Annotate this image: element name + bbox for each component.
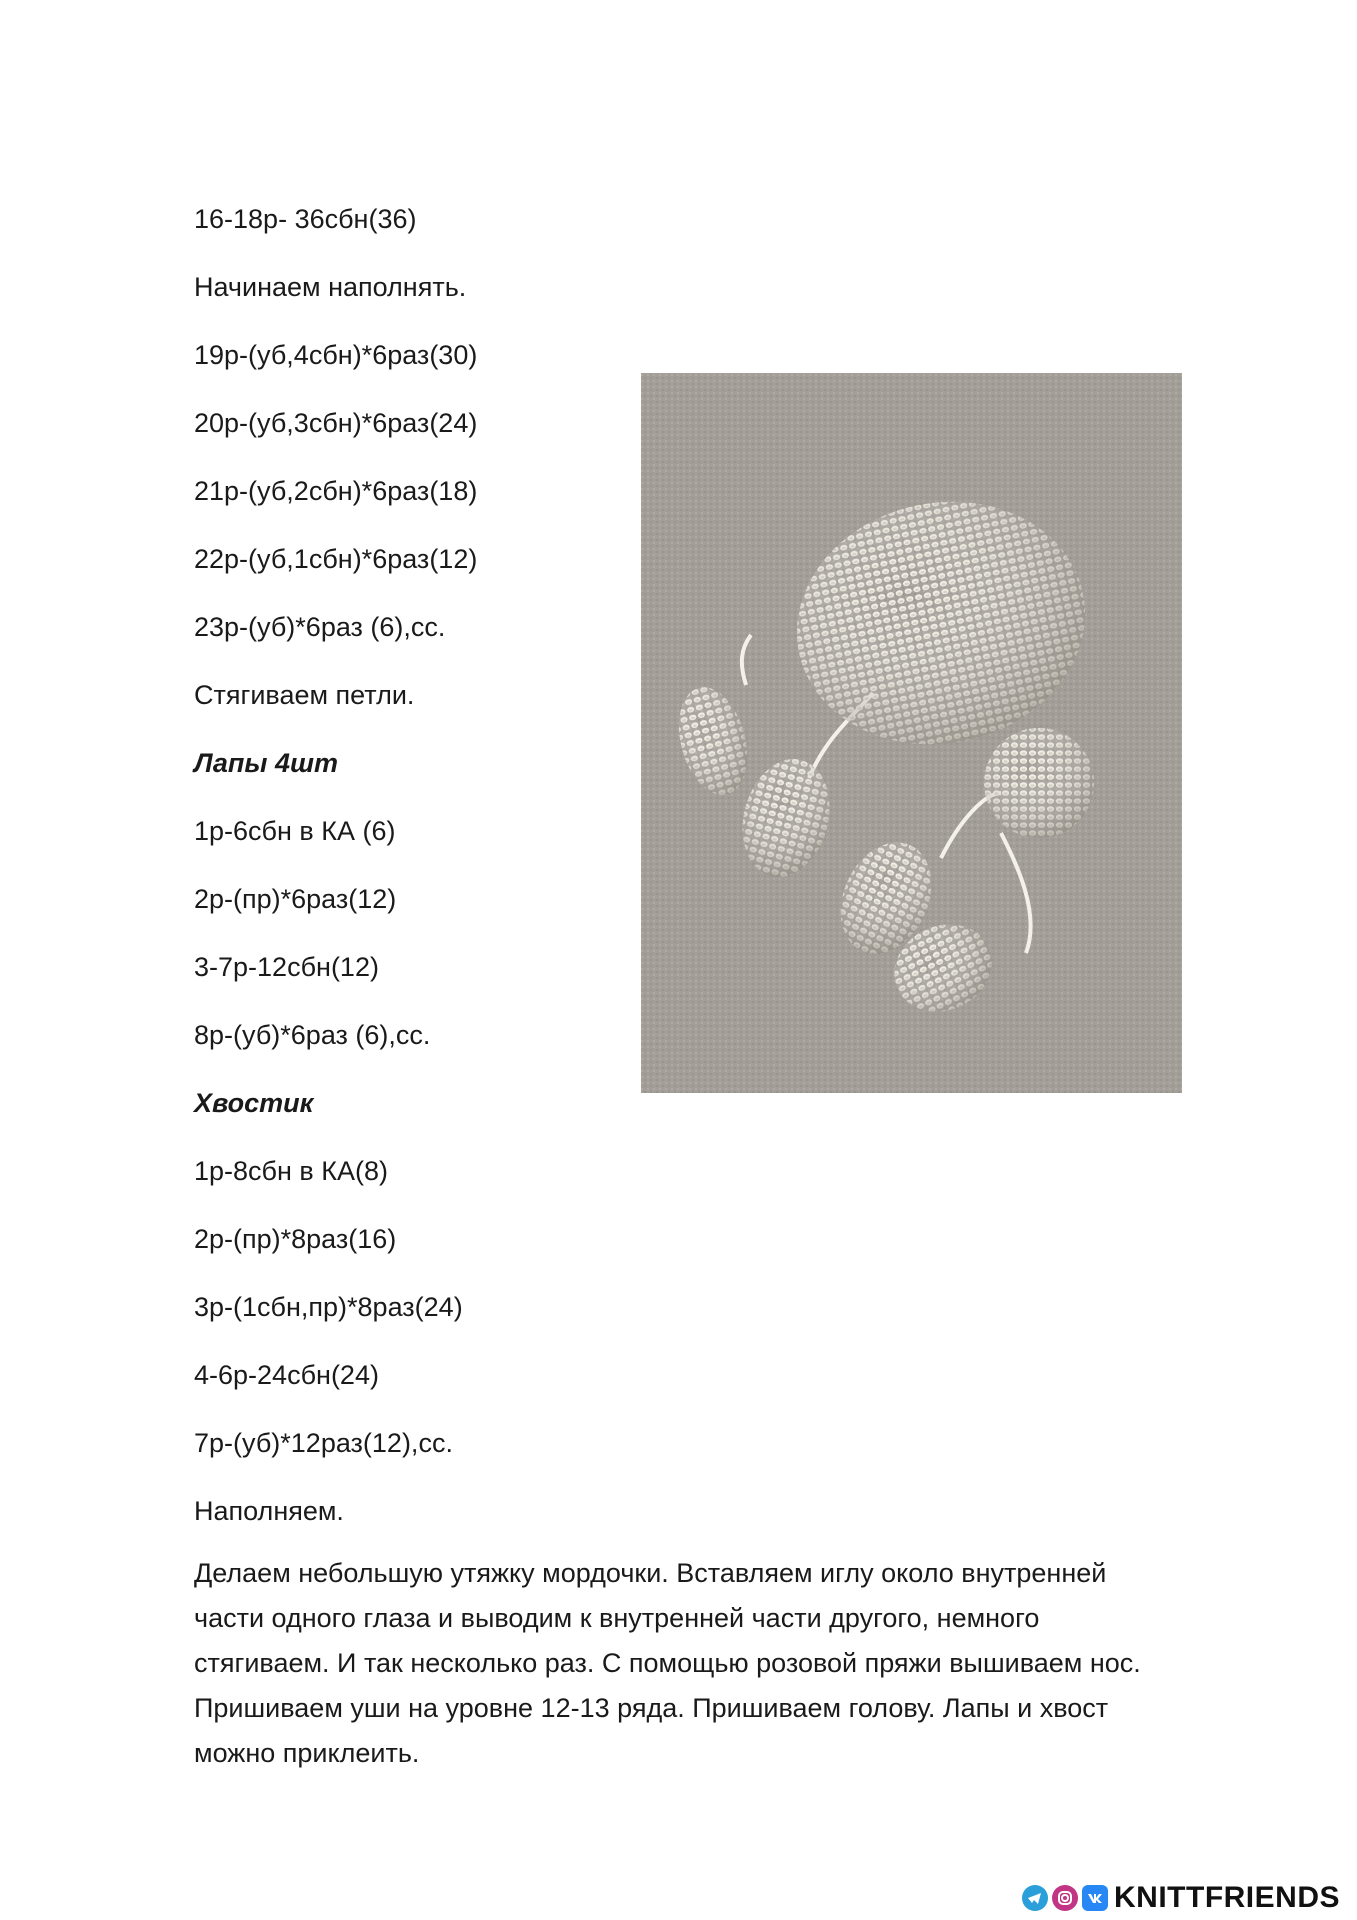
paragraph-line: стягиваем. И так несколько раз. С помощью розовой пряжи вышиваем нос.	[194, 1648, 1141, 1678]
tighten-loops-note: Стягиваем петли.	[194, 680, 415, 710]
tail-row-1: 1р-8сбн в КА(8)	[194, 1156, 388, 1186]
paragraph-line: можно приклеить.	[194, 1738, 420, 1768]
row-23: 23р-(уб)*6раз (6),сс.	[194, 612, 446, 642]
paragraph-line: части одного глаза и выводим к внутренней части другого, немного	[194, 1603, 1040, 1633]
row-16-18: 16-18р- 36сбн(36)	[194, 204, 417, 234]
row-22: 22р-(уб,1сбн)*6раз(12)	[194, 544, 478, 574]
paws-heading: Лапы 4шт	[194, 748, 338, 778]
row-21: 21р-(уб,2сбн)*6раз(18)	[194, 476, 478, 506]
brand-watermark	[1022, 1881, 1340, 1915]
start-stuffing-note: Начинаем наполнять.	[194, 272, 467, 302]
paragraph-line: Пришиваем уши на уровне 12-13 ряда. Пришиваем голову. Лапы и хвост	[194, 1693, 1109, 1723]
stuff-note: Наполняем.	[194, 1496, 344, 1526]
row-20: 20р-(уб,3сбн)*6раз(24)	[194, 408, 478, 438]
tail-row-3: 3р-(1сбн,пр)*8раз(24)	[194, 1292, 463, 1322]
tail-row-2: 2р-(пр)*8раз(16)	[194, 1224, 397, 1254]
row-19: 19р-(уб,4сбн)*6раз(30)	[194, 340, 478, 370]
tail-heading: Хвостик	[194, 1088, 314, 1118]
paws-row-1: 1р-6сбн в КА (6)	[194, 816, 396, 846]
tail-row-7: 7р-(уб)*12раз(12),сс.	[194, 1428, 453, 1458]
tail-row-4-6: 4-6р-24сбн(24)	[194, 1360, 379, 1390]
paws-row-2: 2р-(пр)*6раз(12)	[194, 884, 397, 914]
paws-row-3-7: 3-7р-12сбн(12)	[194, 952, 379, 982]
assembly-paragraph	[194, 1551, 1254, 1776]
instagram-icon	[1052, 1885, 1078, 1911]
paws-row-8: 8р-(уб)*6раз (6),сс.	[194, 1020, 431, 1050]
vk-icon	[1082, 1885, 1108, 1911]
telegram-icon	[1022, 1885, 1048, 1911]
brand-name: KNITTFRIENDS	[1114, 1881, 1340, 1914]
crochet-pieces-photo	[641, 373, 1182, 1093]
paragraph-line: Делаем небольшую утяжку мордочки. Вставляем иглу около внутренней	[194, 1558, 1107, 1588]
